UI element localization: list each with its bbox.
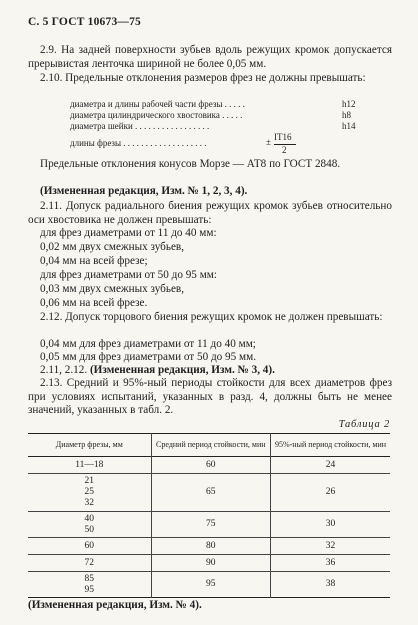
paragraph-2-10: 2.10. Предельные отклонения размеров фрез не должны превышать: [40, 72, 366, 84]
table-row [28, 538, 390, 555]
edit-note-2-text: (Измененная редакция, Изм. № 3, 4). [89, 364, 275, 376]
cell-p95: 32 [271, 538, 390, 555]
fraction-denominator: 2 [282, 145, 287, 155]
cell-p95: 24 [271, 457, 390, 474]
edit-note-1: (Измененная редакция, Изм. № 1, 2, 3, 4). [40, 185, 248, 197]
cell-avg: 90 [151, 555, 270, 572]
header-avg-period: Средний период стойкости, мин [151, 434, 270, 457]
header-diameter: Диаметр фрезы, мм [55, 440, 123, 449]
cell-diameter: 72 [84, 557, 95, 568]
list-line: 0,02 мм двух смежных зубьев, [40, 241, 185, 253]
dim-label: диаметра цилиндрического хвостовика . . . . . [70, 110, 243, 120]
edit-note-2-prefix: 2.11, 2.12. [40, 364, 88, 376]
cell-diameter: 21 25 32 [84, 476, 95, 508]
cell-diameter: 85 95 [84, 573, 95, 595]
cell-diameter: 40 50 [84, 513, 95, 535]
plus-minus-sign: ± [266, 137, 271, 147]
table-header-row [28, 434, 390, 457]
dim-label: диаметра и длины рабочей части фрезы . . . . . [70, 99, 245, 109]
cell-p95: 38 [271, 572, 390, 598]
dim-label: диаметра шейки . . . . . . . . . . . . . . . . . [70, 121, 210, 131]
table-row [28, 512, 390, 538]
paragraph-2-12: 2.12. Допуск торцового биения режущих кромок не должен превышать: [40, 311, 383, 323]
paragraph-morse: Предельные отклонения конусов Морзе — АТ8 по ГОСТ 2848. [40, 158, 341, 170]
cell-avg: 95 [151, 572, 270, 598]
list-line: 0,03 мм двух смежных зубьев, [40, 283, 185, 295]
edit-note-2 [40, 364, 275, 378]
cell-avg: 65 [151, 474, 270, 512]
cell-avg: 60 [151, 457, 270, 474]
durability-table [28, 433, 390, 598]
dim-row-3 [70, 121, 356, 132]
cell-diameter: 60 [84, 540, 95, 551]
cell-diameter: 11—18 [75, 459, 104, 470]
dim-row-2 [70, 110, 351, 121]
edit-note-footer: (Измененная редакция, Изм. № 4). [28, 599, 202, 611]
paragraph-2-13: 2.13. Средний и 95%-ный периоды стойкости для всех диаметров фрез при условиях испытаний, указанных в разд. 4, должны быть не менее значений, указанных в табл. 2. [28, 377, 392, 417]
list-line: для фрез диаметрами от 11 до 40 мм: [40, 227, 217, 239]
table-row [28, 474, 390, 512]
list-line: 0,04 мм для фрез диаметрами от 11 до 40 мм; [40, 338, 256, 350]
page-header: С. 5 ГОСТ 10673—75 [28, 16, 141, 28]
dim-label: длины фрезы . . . . . . . . . . . . . . . . . . . [70, 138, 207, 148]
list-line: 0,06 мм на всей фрезе. [40, 297, 148, 309]
list-line: 0,05 мм для фрез диаметрами от 50 до 95 мм. [40, 351, 256, 363]
dim-value: h14 [342, 121, 356, 131]
dim-row-length [70, 138, 207, 149]
paragraph-2-9: 2.9. На задней поверхности зубьев вдоль режущих кромок допускается прерывистая ленточка шириной не более 0,05 мм. [28, 44, 392, 70]
table-row [28, 555, 390, 572]
paragraph-2-11: 2.11. Допуск радиального биения режущих кромок зубьев относительно оси хвостовика не должен превышать: [28, 200, 392, 226]
table-caption: Таблица 2 [338, 419, 390, 430]
cell-p95: 30 [271, 512, 390, 538]
table-row [28, 572, 390, 598]
table-row [28, 457, 390, 474]
cell-avg: 80 [151, 538, 270, 555]
header-95-period: 95%-ный период стойкости, мин [271, 434, 390, 457]
list-line: для фрез диаметрами от 50 до 95 мм: [40, 269, 217, 281]
list-line: 0,04 мм на всей фрезе; [40, 255, 148, 267]
cell-p95: 26 [271, 474, 390, 512]
dim-value: h8 [342, 110, 351, 120]
cell-p95: 36 [271, 555, 390, 572]
dim-row-1 [70, 99, 356, 110]
cell-avg: 75 [151, 512, 270, 538]
fraction-numerator: IT16 [274, 132, 292, 142]
dim-value: h12 [342, 99, 356, 109]
